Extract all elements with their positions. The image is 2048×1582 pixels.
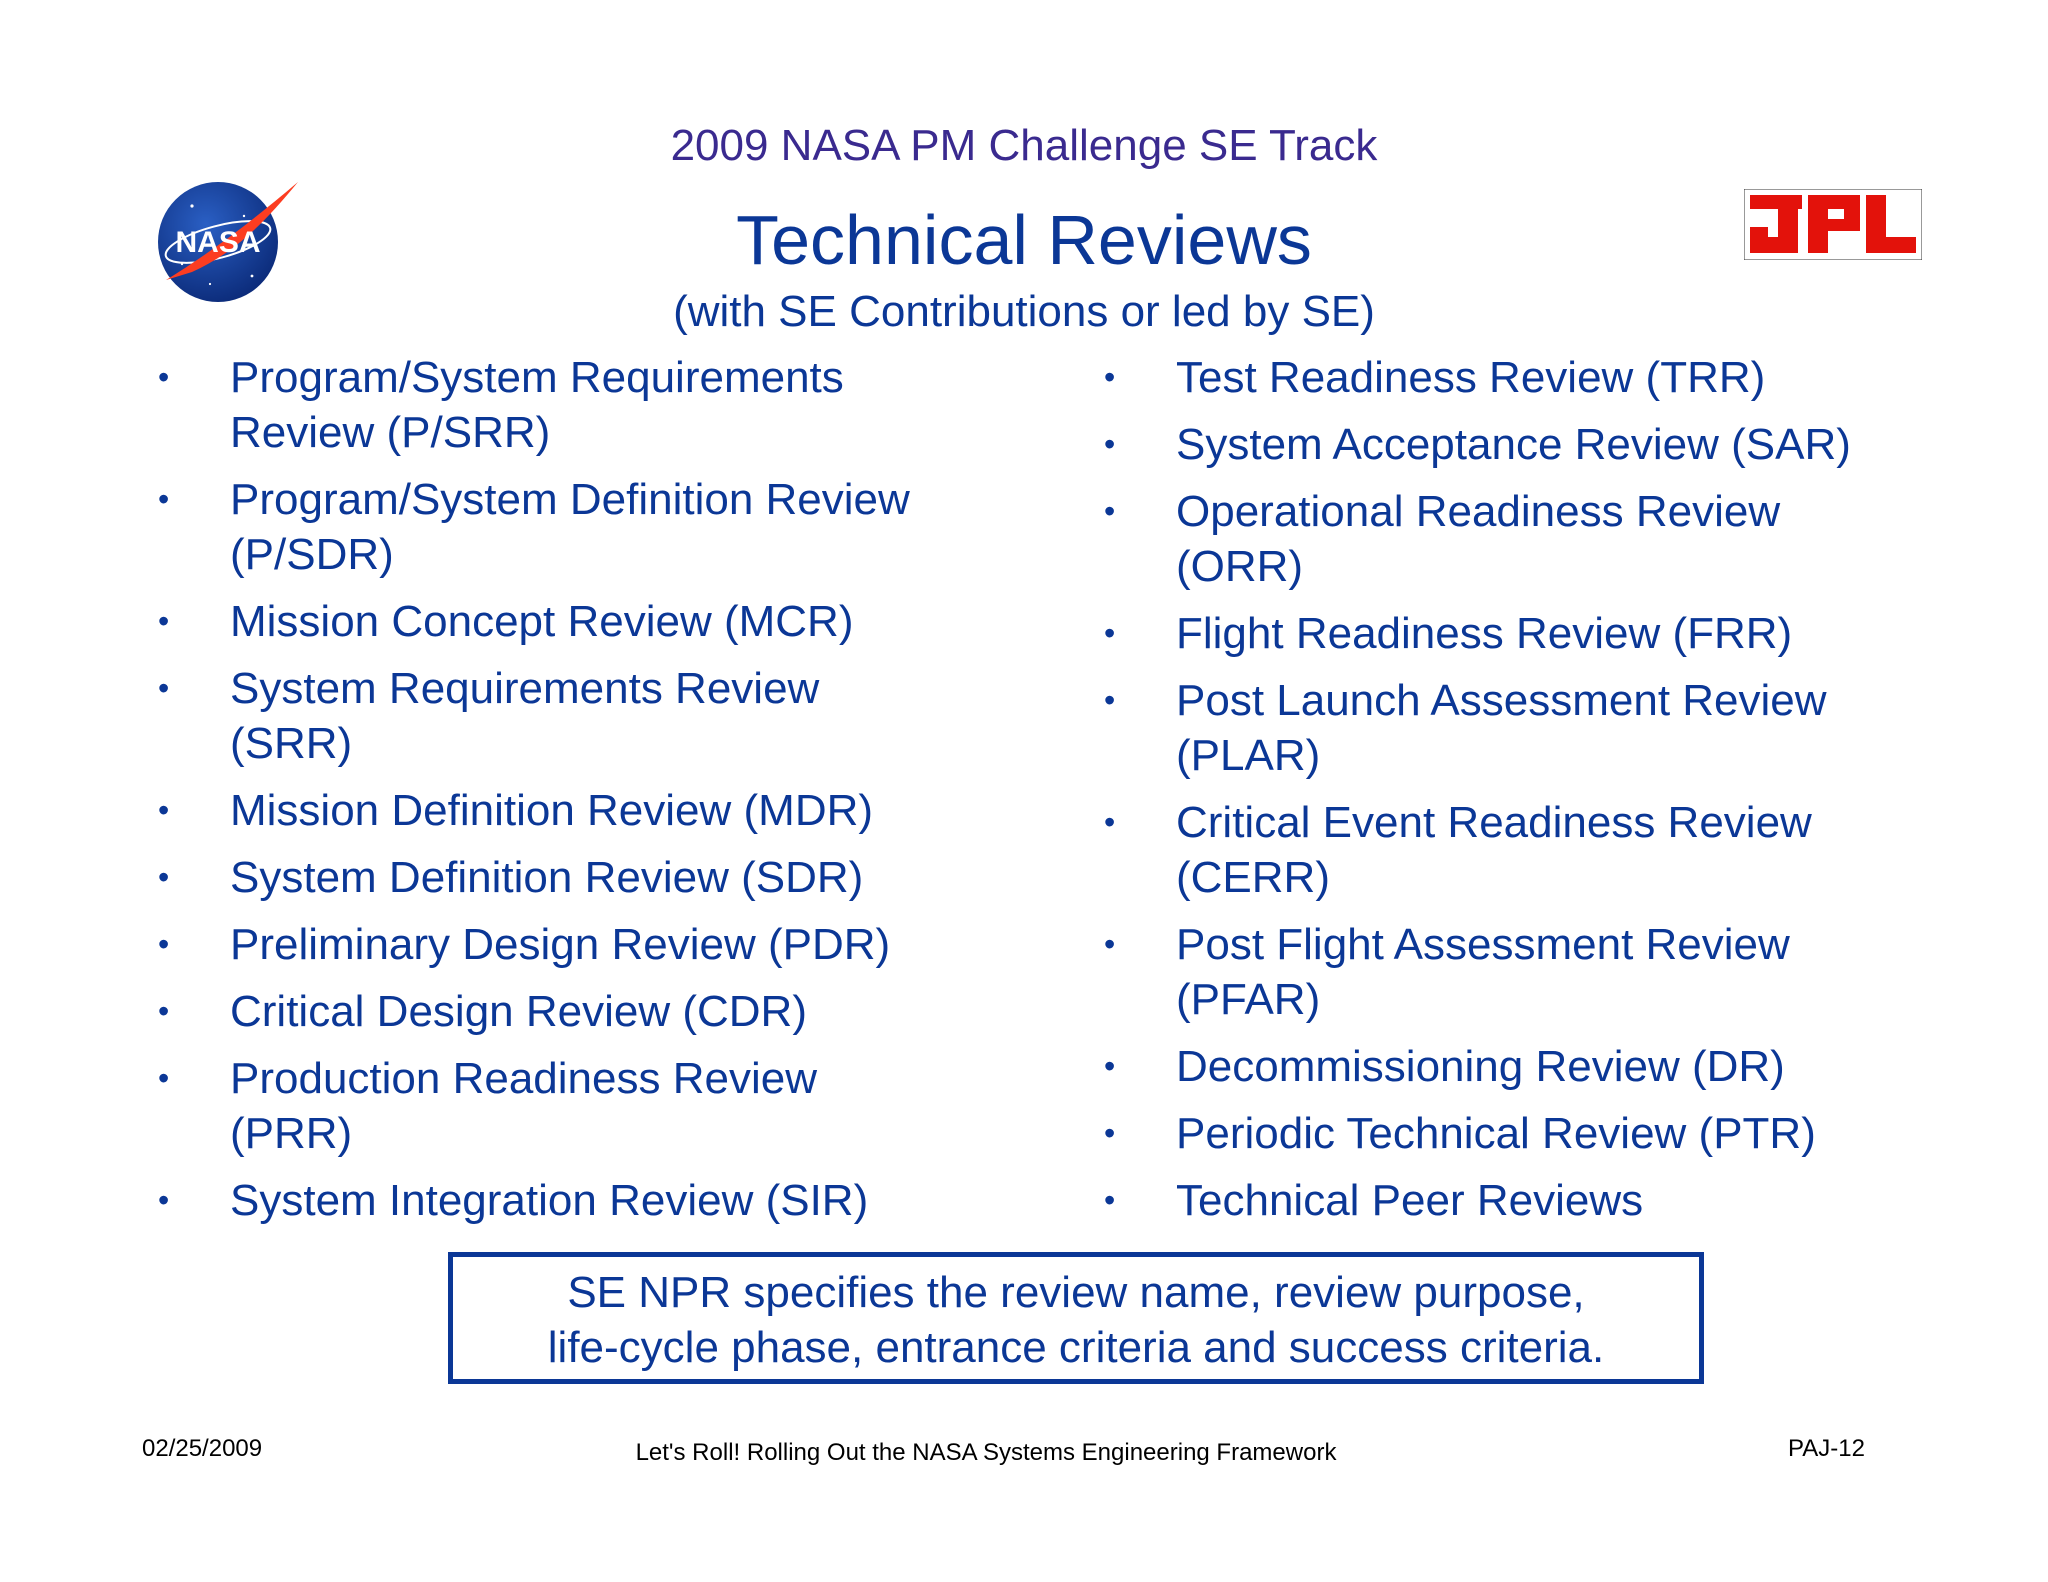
review-item-text: Review (P/SRR) bbox=[230, 408, 551, 457]
review-list-item bbox=[1096, 1173, 2016, 1228]
review-item-text: System Requirements Review bbox=[230, 664, 820, 713]
bullet-icon: • bbox=[1104, 1115, 1116, 1151]
review-item-text: Decommissioning Review (DR) bbox=[1176, 1042, 1785, 1091]
review-item-text: System Integration Review (SIR) bbox=[230, 1176, 869, 1225]
review-list-item bbox=[1096, 917, 2016, 1027]
bullet-icon: • bbox=[1104, 682, 1116, 718]
review-list-item bbox=[150, 594, 970, 649]
bullet-icon: • bbox=[158, 926, 170, 962]
review-item-text: Technical Peer Reviews bbox=[1176, 1176, 1644, 1225]
footer-title: Let's Roll! Rolling Out the NASA Systems Engineering Framework bbox=[635, 1439, 1337, 1466]
review-item-text: Periodic Technical Review (PTR) bbox=[1176, 1109, 1816, 1158]
review-item-text: Program/System Requirements bbox=[230, 353, 844, 402]
review-item-text: (PFAR) bbox=[1176, 975, 1321, 1024]
review-item-text: (P/SDR) bbox=[230, 530, 394, 579]
review-list-item bbox=[150, 783, 970, 838]
bullet-icon: • bbox=[1104, 1048, 1116, 1084]
review-item-text: Program/System Definition Review bbox=[230, 475, 910, 524]
review-list-item bbox=[150, 1173, 970, 1228]
left-review-list bbox=[150, 350, 970, 1240]
review-list-item bbox=[150, 917, 970, 972]
review-item-text: (CERR) bbox=[1176, 853, 1330, 902]
bullet-icon: • bbox=[158, 1182, 170, 1218]
callout-line-1: SE NPR specifies the review name, review purpose, bbox=[567, 1268, 1585, 1317]
review-item-text: System Definition Review (SDR) bbox=[230, 853, 864, 902]
review-item-text: (PLAR) bbox=[1176, 731, 1321, 780]
bullet-icon: • bbox=[158, 481, 170, 517]
review-list-item bbox=[1096, 417, 2016, 472]
review-list-item bbox=[150, 350, 970, 460]
review-item-text: Test Readiness Review (TRR) bbox=[1176, 353, 1766, 402]
review-list-item bbox=[1096, 350, 2016, 405]
review-list-item bbox=[1096, 1039, 2016, 1094]
bullet-icon: • bbox=[158, 792, 170, 828]
track-heading: 2009 NASA PM Challenge SE Track bbox=[670, 121, 1378, 170]
review-list-item bbox=[150, 1051, 970, 1161]
bullet-icon: • bbox=[158, 603, 170, 639]
review-item-text: Mission Concept Review (MCR) bbox=[230, 597, 854, 646]
review-list-item bbox=[150, 984, 970, 1039]
review-item-text: (ORR) bbox=[1176, 542, 1304, 591]
review-item-text: Post Launch Assessment Review bbox=[1176, 676, 1827, 725]
review-item-text: System Acceptance Review (SAR) bbox=[1176, 420, 1851, 469]
review-item-text: Production Readiness Review bbox=[230, 1054, 817, 1103]
bullet-icon: • bbox=[1104, 426, 1116, 462]
footer-date: 02/25/2009 bbox=[142, 1435, 263, 1462]
review-item-text: Critical Event Readiness Review bbox=[1176, 798, 1812, 847]
bullet-icon: • bbox=[158, 1060, 170, 1096]
review-list-item bbox=[1096, 606, 2016, 661]
callout-box bbox=[448, 1252, 1704, 1384]
page-subtitle: (with SE Contributions or led by SE) bbox=[673, 287, 1375, 336]
bullet-icon: • bbox=[1104, 615, 1116, 651]
review-list-item bbox=[1096, 673, 2016, 783]
bullet-icon: • bbox=[158, 359, 170, 395]
review-item-text: (PRR) bbox=[230, 1109, 353, 1158]
bullet-icon: • bbox=[158, 670, 170, 706]
review-item-text: Flight Readiness Review (FRR) bbox=[1176, 609, 1793, 658]
review-list-item bbox=[1096, 1106, 2016, 1161]
page-title: Technical Reviews bbox=[736, 201, 1312, 279]
review-item-text: Operational Readiness Review bbox=[1176, 487, 1781, 536]
bullet-icon: • bbox=[1104, 493, 1116, 529]
review-item-text: Critical Design Review (CDR) bbox=[230, 987, 807, 1036]
callout-line-2: life-cycle phase, entrance criteria and success criteria. bbox=[547, 1323, 1605, 1372]
review-item-text: Mission Definition Review (MDR) bbox=[230, 786, 874, 835]
review-list-item bbox=[150, 850, 970, 905]
review-list-item bbox=[1096, 795, 2016, 905]
review-item-text: (SRR) bbox=[230, 719, 353, 768]
review-item-text: Preliminary Design Review (PDR) bbox=[230, 920, 891, 969]
review-list-item bbox=[1096, 484, 2016, 594]
right-review-list bbox=[1096, 350, 2016, 1240]
nasa-logo-text: NASA bbox=[175, 226, 261, 259]
footer-page-number: PAJ-12 bbox=[1788, 1435, 1865, 1462]
bullet-icon: • bbox=[1104, 359, 1116, 395]
bullet-icon: • bbox=[158, 859, 170, 895]
bullet-icon: • bbox=[1104, 926, 1116, 962]
bullet-icon: • bbox=[1104, 804, 1116, 840]
bullet-icon: • bbox=[1104, 1182, 1116, 1218]
bullet-icon: • bbox=[158, 993, 170, 1029]
review-list-item bbox=[150, 661, 970, 771]
review-list-item bbox=[150, 472, 970, 582]
review-item-text: Post Flight Assessment Review bbox=[1176, 920, 1790, 969]
